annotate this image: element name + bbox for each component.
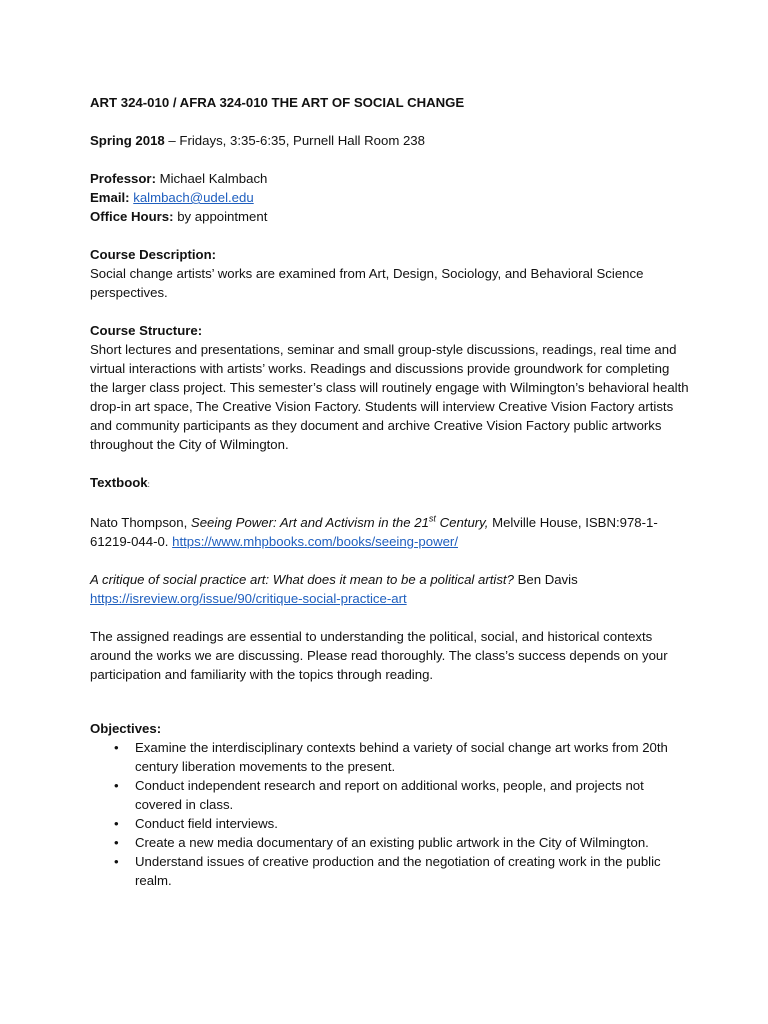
email-link[interactable]: kalmbach@udel.edu: [133, 190, 254, 205]
office-hours-label: Office Hours:: [90, 209, 174, 224]
readings-note: The assigned readings are essential to understanding the political, social, and historical contexts around the works we are discussing. Please read thoroughly. The class’s success depends on your participation and familiarity with the topics through reading.: [90, 629, 668, 682]
schedule-line: [90, 131, 690, 150]
course-description-text: Social change artists’ works are examined from Art, Design, Sociology, and Behavioral Science perspectives.: [90, 266, 644, 300]
bullet-icon: •: [114, 835, 119, 850]
office-hours-value: by appointment: [173, 209, 268, 224]
bullet-icon: •: [114, 740, 119, 755]
course-structure-text: Short lectures and presentations, seminar and small group-style discussions, readings, real time and virtual interactions with artists’ works. Readings and discussions provide groundwork for completing the larger class project. This semester’s class will routinely engage with Wilmington’s behavioral health drop-in art space, The Creative Vision Factory. Students will interview Creative Vision Factory artists and community participants as they document and archive Creative Vision Factory public artworks throughout the City of Wilmington.: [90, 342, 689, 452]
textbook-heading: [90, 473, 690, 494]
book2-link[interactable]: https://isreview.org/issue/90/critique-social-practice-art: [90, 591, 407, 606]
objective-item: [90, 833, 690, 852]
book1-title: Seeing Power: Art and Activism in the 21st Century,: [190, 513, 489, 530]
objective-text: Conduct field interviews.: [135, 816, 278, 831]
book1-author: Nato Thompson,: [90, 515, 191, 530]
objective-text: Create a new media documentary of an existing public artwork in the City of Wilmington.: [135, 835, 649, 850]
objective-item: [90, 776, 690, 814]
bullet-icon: •: [114, 854, 119, 869]
bullet-icon: •: [114, 816, 119, 831]
objectives-list: [90, 738, 690, 890]
textbook-entry-1: [90, 513, 690, 551]
office-hours-line: [90, 207, 690, 226]
textbook-entry-2: [90, 570, 690, 608]
schedule-details: – Fridays, 3:35-6:35, Purnell Hall Room 238: [164, 133, 425, 148]
textbook-heading-colon: :: [147, 480, 150, 489]
objective-text: Conduct independent research and report on additional works, people, and projects not covered in class.: [135, 778, 644, 812]
course-title: ART 324-010 / AFRA 324-010 THE ART OF SOCIAL CHANGE: [90, 95, 465, 110]
textbook-heading-label: Textbook: [90, 475, 148, 490]
schedule-term: Spring 2018: [90, 133, 165, 148]
bullet-icon: •: [114, 778, 119, 793]
book1-title-superscript: st: [428, 513, 436, 524]
email-label: Email:: [90, 190, 130, 205]
syllabus-page: [90, 93, 690, 890]
course-description-heading: Course Description:: [90, 247, 217, 262]
email-line: [90, 188, 690, 207]
course-structure-heading: Course Structure:: [90, 323, 203, 338]
objective-item: [90, 814, 690, 833]
book2-title: A critique of social practice art: What does it mean to be a political artist?: [90, 572, 514, 587]
book2-author: Ben Davis: [513, 572, 578, 587]
objective-item: [90, 852, 690, 890]
professor-label: Professor:: [90, 171, 156, 186]
objective-text: Understand issues of creative production and the negotiation of creating work in the public realm.: [135, 854, 661, 888]
professor-line: [90, 169, 690, 188]
professor-name: Michael Kalmbach: [155, 171, 268, 186]
objectives-heading: Objectives:: [90, 721, 162, 736]
book1-link[interactable]: https://www.mhpbooks.com/books/seeing-power/: [172, 534, 458, 549]
objective-text: Examine the interdisciplinary contexts behind a variety of social change art works from 20th century liberation movements to the present.: [135, 740, 668, 774]
objective-item: [90, 738, 690, 776]
book1-publisher: Melville House, ISBN:978-1-61219-044-0.: [90, 515, 658, 549]
